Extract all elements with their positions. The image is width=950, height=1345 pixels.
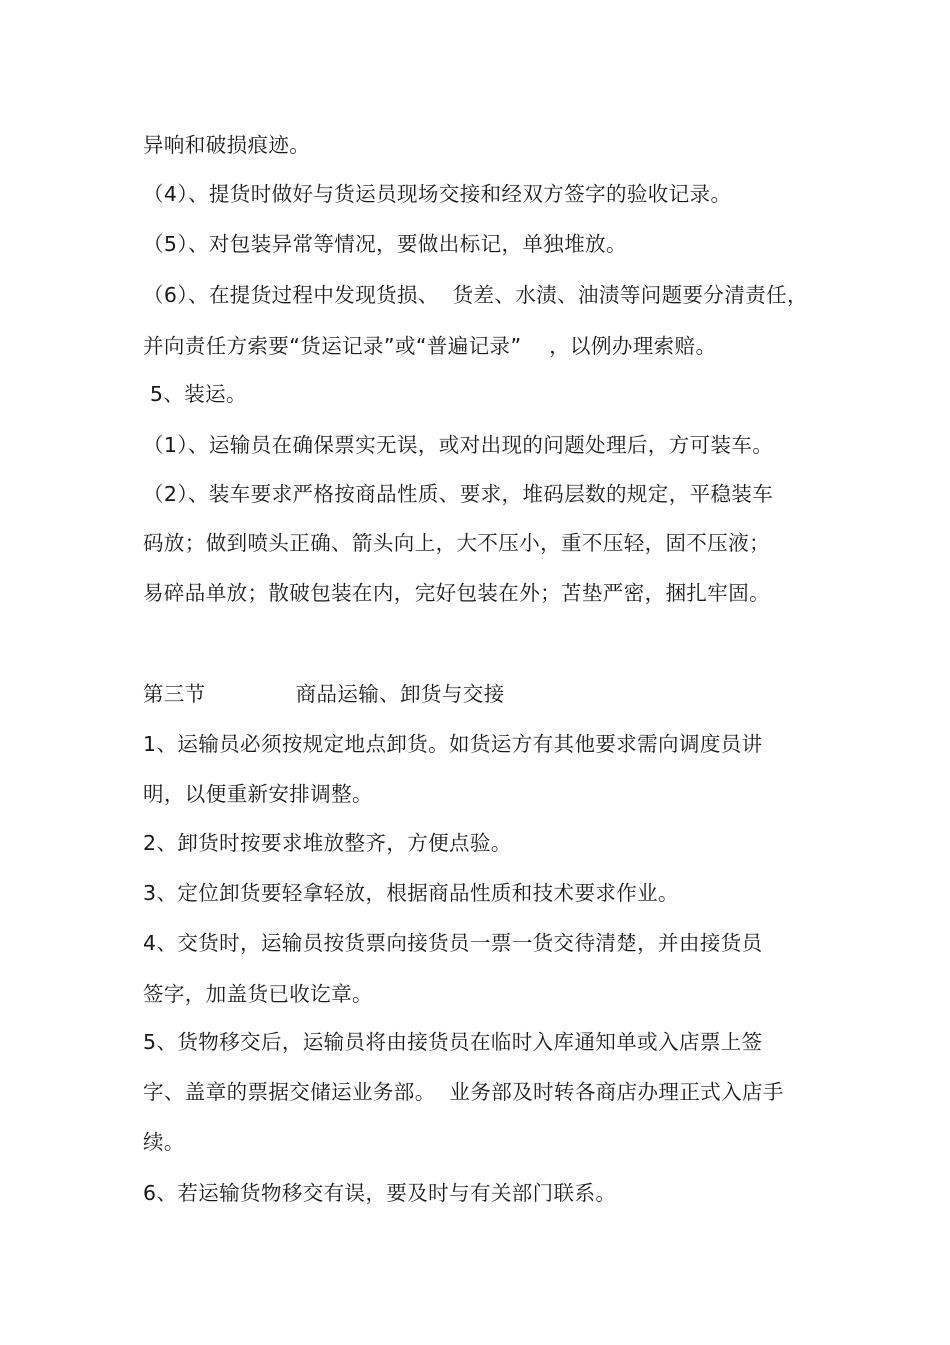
- text-line: 易碎品单放；散破包装在内，完好包装在外；苫垫严密，捆扎牢固。: [143, 581, 770, 605]
- text-line: 2、卸货时按要求堆放整齐，方便点验。: [143, 831, 512, 855]
- section-title: 第三节 商品运输、卸货与交接: [143, 682, 505, 706]
- text-line: （5）、对包装异常等情况，要做出标记，单独堆放。: [143, 232, 627, 256]
- text-line: （1）、运输员在确保票实无误，或对出现的问题处理后，方可装车。: [143, 433, 774, 457]
- text-line: 并向责任方索要“货运记录”或“普遍记录” ，以例办理索赔。: [143, 334, 717, 358]
- text-line: （4）、提货时做好与货运员现场交接和经双方签字的验收记录。: [143, 182, 732, 206]
- text-line: 1、运输员必须按规定地点卸货。如货运方有其他要求需向调度员讲: [143, 732, 763, 756]
- text-line: （6）、在提货过程中发现货损、 货差、水渍、油渍等问题要分清责任，: [143, 283, 808, 307]
- text-line: 异响和破损痕迹。: [143, 133, 311, 157]
- text-line: 签字，加盖货已收讫章。: [143, 982, 373, 1006]
- section-item-heading: 5、装运。: [143, 382, 247, 406]
- text-line: 6、若运输货物移交有误，要及时与有关部门联系。: [143, 1181, 617, 1205]
- text-line: （2）、装车要求严格按商品性质、要求，堆码层数的规定，平稳装车: [143, 482, 774, 506]
- text-line: 4、交货时，运输员按货票向接货员一票一货交待清楚，并由接货员: [143, 931, 763, 955]
- text-line: 明，以便重新安排调整。: [143, 782, 373, 806]
- text-line: 续。: [143, 1130, 185, 1154]
- text-line: 5、货物移交后，运输员将由接货员在临时入库通知单或入店票上签: [143, 1030, 763, 1054]
- text-line: 字、盖章的票据交储运业务部。 业务部及时转各商店办理正式入店手: [143, 1080, 784, 1104]
- text-line: 3、定位卸货要轻拿轻放，根据商品性质和技术要求作业。: [143, 881, 679, 905]
- text-line: 码放；做到喷头正确、箭头向上，大不压小，重不压轻，固不压液；: [143, 531, 770, 555]
